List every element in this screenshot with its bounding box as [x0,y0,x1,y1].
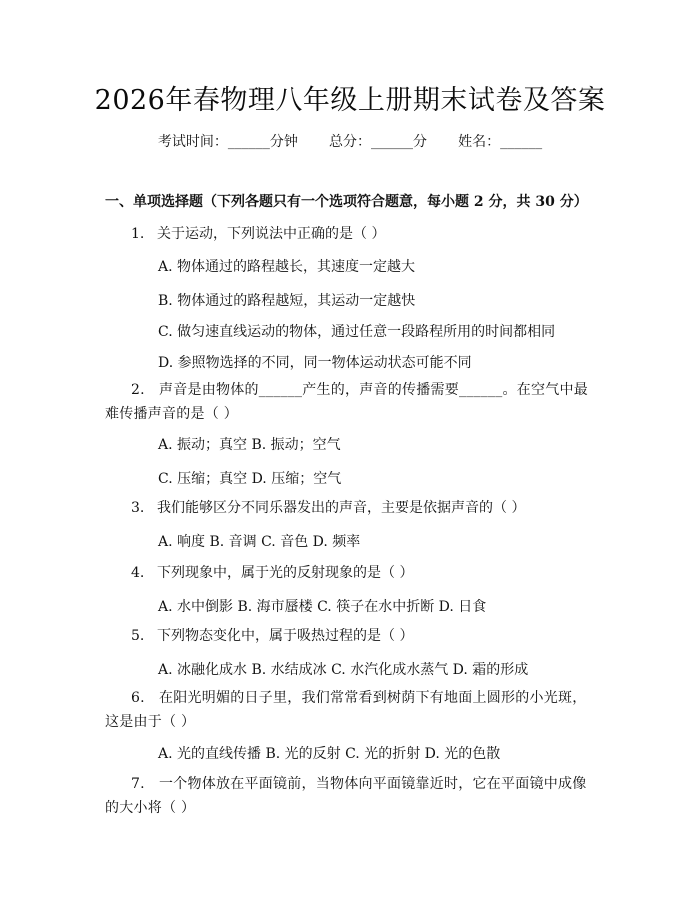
question-2-option-ab: A. 振动；真空 B. 振动；空气 [158,437,341,453]
question-text: 声音是由物体的______产生的，声音的传播需要______。在空气中最难传播声音的是（ ） [105,382,588,422]
page-title: 2026年春物理八年级上册期末试卷及答案 [94,85,606,116]
question-2-option-cd: C. 压缩；真空 D. 压缩；空气 [158,471,342,487]
question-text: 关于运动，下列说法中正确的是（ ） [157,226,386,242]
question-1-option-b: B. 物体通过的路程越短，其运动一定越快 [158,293,416,309]
question-number: 3. [131,500,145,516]
question-4 [131,561,413,585]
time-label: 考试时间： [157,134,228,150]
time-unit: 分钟 [269,134,298,150]
question-5-options: A. 冰融化成水 B. 水结成冰 C. 水汽化成水蒸气 D. 霜的形成 [158,662,529,678]
question-1-option-c: C. 做匀速直线运动的物体，通过任意一段路程所用的时间都相同 [158,324,556,340]
score-unit: 分 [413,134,427,150]
question-1 [131,222,385,246]
score-label: 总分： [329,134,371,150]
question-text: 下列现象中，属于光的反射现象的是（ ） [157,565,414,581]
question-number: 4. [131,565,145,581]
name-label: 姓名： [458,134,501,150]
score-blank: ______ [371,134,413,150]
question-6 [105,686,595,734]
question-number: 1. [131,226,145,242]
exam-info-line [0,131,700,151]
question-1-option-d: D. 参照物选择的不同，同一物体运动状态可能不同 [158,355,472,371]
question-4-options: A. 水中倒影 B. 海市蜃楼 C. 筷子在水中折断 D. 日食 [158,599,487,615]
question-number: 7. [131,776,145,792]
question-text: 我们能够区分不同乐器发出的声音，主要是依据声音的（ ） [157,500,526,516]
name-blank: ______ [500,134,543,150]
question-text: 下列物态变化中，属于吸热过程的是（ ） [157,628,414,644]
question-6-options: A. 光的直线传播 B. 光的反射 C. 光的折射 D. 光的色散 [158,746,501,762]
question-7 [105,772,595,820]
time-blank: ______ [227,134,270,150]
question-number: 2. [131,382,145,398]
question-1-option-a: A. 物体通过的路程越长，其速度一定越大 [158,259,416,275]
question-text: 一个物体放在平面镜前，当物体向平面镜靠近时，它在平面镜中成像的大小将（ ） [105,776,587,816]
section-heading: 一、单项选择题（下列各题只有一个选项符合题意，每小题 2 分，共 30 分） [105,194,588,210]
question-number: 6. [131,690,145,706]
question-2 [105,378,595,426]
question-text: 在阳光明媚的日子里，我们常常看到树荫下有地面上圆形的小光斑，这是由于（ ） [105,690,587,730]
question-3 [131,496,525,520]
question-number: 5. [131,628,145,644]
question-5 [131,624,413,648]
question-3-options: A. 响度 B. 音调 C. 音色 D. 频率 [158,534,361,550]
